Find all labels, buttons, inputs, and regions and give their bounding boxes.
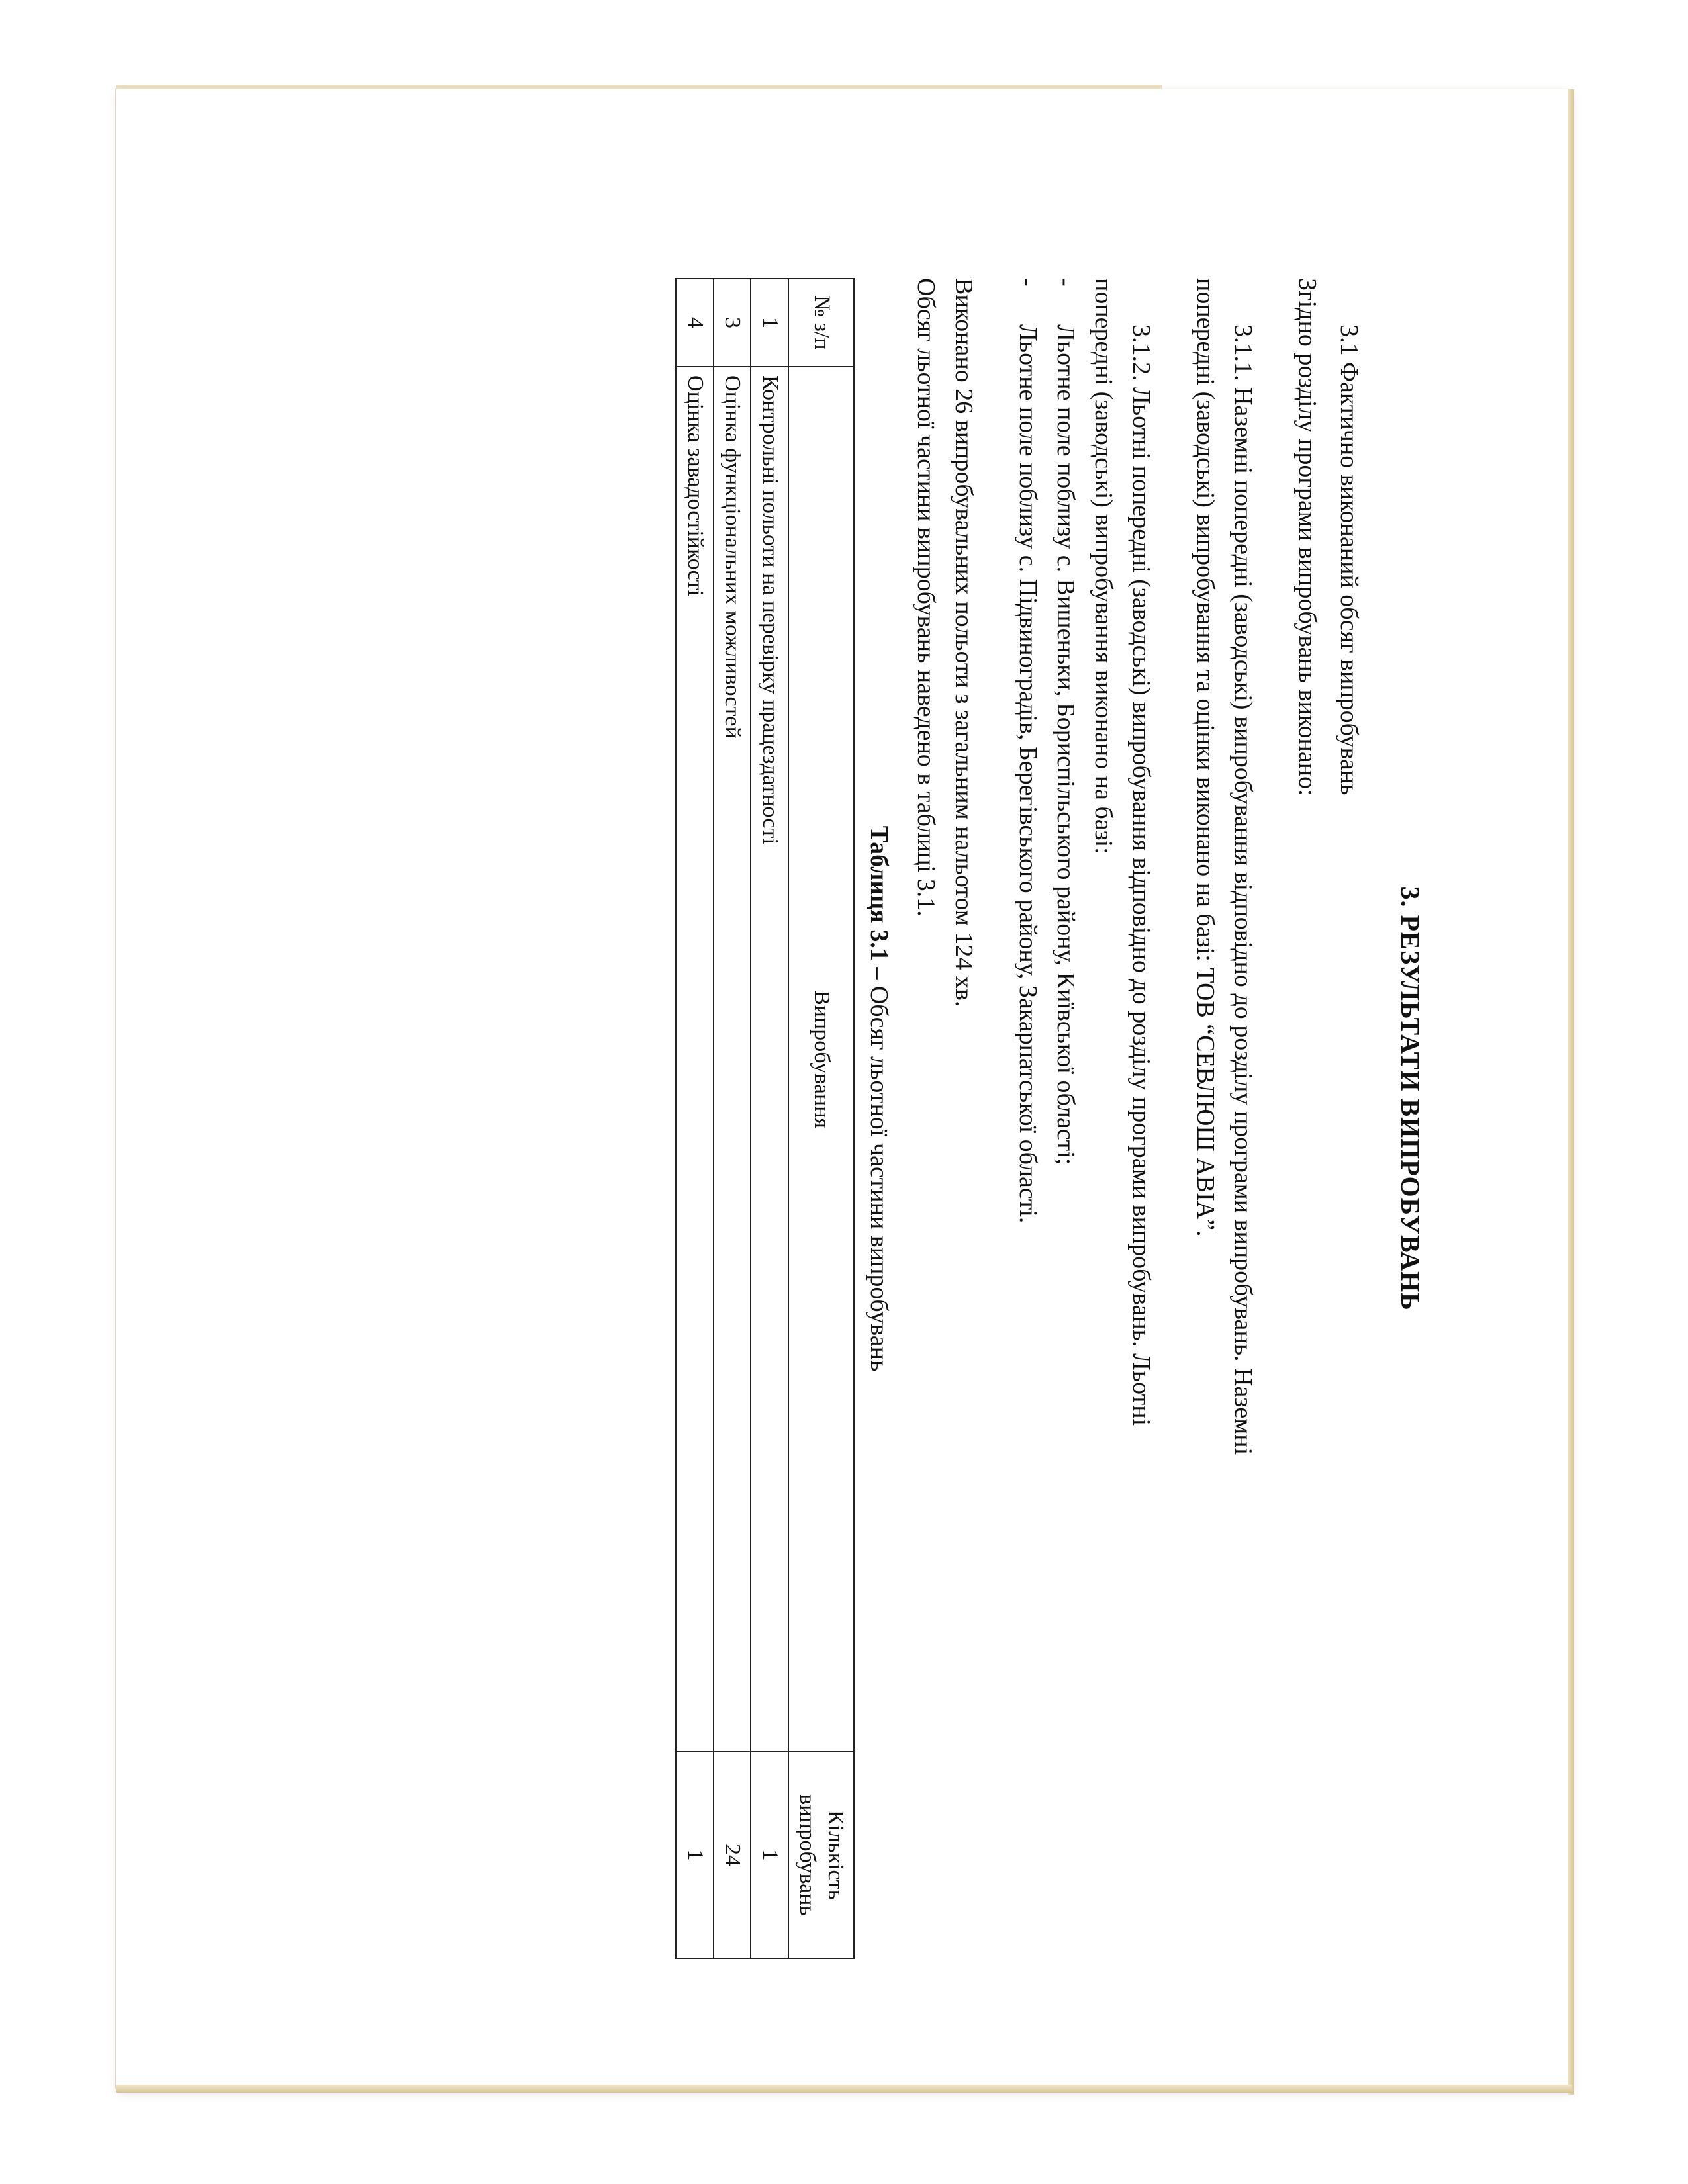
paragraph-3-1-1-line-1: 3.1.1. Наземні попередні (заводські) випробування відповідно до розділу програми випробувань. Наземні — [1229, 324, 1257, 1455]
cell-test: Оцінка завадостійкості — [677, 367, 714, 1752]
document-content — [437, 278, 1430, 1919]
spacer — [982, 278, 1009, 1919]
cell-number: 4 — [677, 279, 714, 367]
bullet-text: Льотне поле поблизу с. Вишеньки, Бориспільського району, Київської області; — [1052, 324, 1080, 1165]
bullet-item — [1047, 278, 1084, 1919]
header-count: Кількість випробувань — [788, 1752, 854, 1958]
cell-number: 3 — [714, 279, 751, 367]
paragraph-3-1-2-line-1: 3.1.2. Льотні попередні (заводські) випробування відповідно до розділу програми випробувань. Льотні — [1127, 324, 1155, 1426]
cell-test: Контрольні польоти на перевірку працездатності — [751, 367, 789, 1752]
cell-count: 1 — [677, 1752, 714, 1958]
table-row — [677, 279, 714, 1958]
section-3-1-text: Згідно розділу програми випробувань виконано: — [1293, 278, 1321, 796]
cell-count: 24 — [714, 1752, 751, 1958]
spacer — [1262, 278, 1288, 1919]
table-caption-number: Таблиця 3.1 — [865, 825, 893, 961]
document-title: 3. РЕЗУЛЬТАТИ ВИПРОБУВАНЬ — [1395, 886, 1425, 1311]
table-header-row — [788, 279, 854, 1958]
results-table — [676, 278, 855, 1959]
section-3-1-heading: 3.1 Фактично виконаний обсяг випробувань — [1335, 324, 1363, 796]
paper-edge-bottom — [116, 2085, 1572, 2093]
cell-number: 1 — [751, 279, 789, 367]
table-reference: Обсяг льотної частини випробувань наведено в таблиці 3.1. — [912, 278, 940, 917]
paragraph-3-1-2-line-2: попередні (заводські) випробування виконано на базі: — [1090, 278, 1117, 854]
spacer — [1160, 278, 1186, 1919]
bullet-marker: - — [1014, 278, 1042, 287]
table-caption-text: – Обсяг льотної частини випробувань — [865, 960, 893, 1372]
table-row — [751, 279, 789, 1958]
flights-summary: Виконано 26 випробувальних польоти з загальним нальотом 124 хв. — [950, 278, 978, 1007]
header-number: № з/п — [788, 279, 854, 367]
header-test: Випробування — [788, 367, 854, 1752]
bullet-marker: - — [1052, 278, 1080, 287]
cell-count: 1 — [751, 1752, 789, 1958]
table-caption — [860, 278, 898, 1919]
paper-edge-right — [1568, 89, 1574, 2095]
table-row — [714, 279, 751, 1958]
cell-test: Оцінка функціональних можливостей — [714, 367, 751, 1752]
bullet-item — [1009, 278, 1047, 1919]
paragraph-3-1-1-line-2: попередні (заводські) випробування та оцінки виконано на базі: ТОВ “СЕВЛЮШ АВІА”. — [1192, 278, 1219, 1237]
bullet-text: Льотне поле поблизу с. Підвиноградів, Берегівського району, Закарпатської області. — [1014, 324, 1042, 1224]
